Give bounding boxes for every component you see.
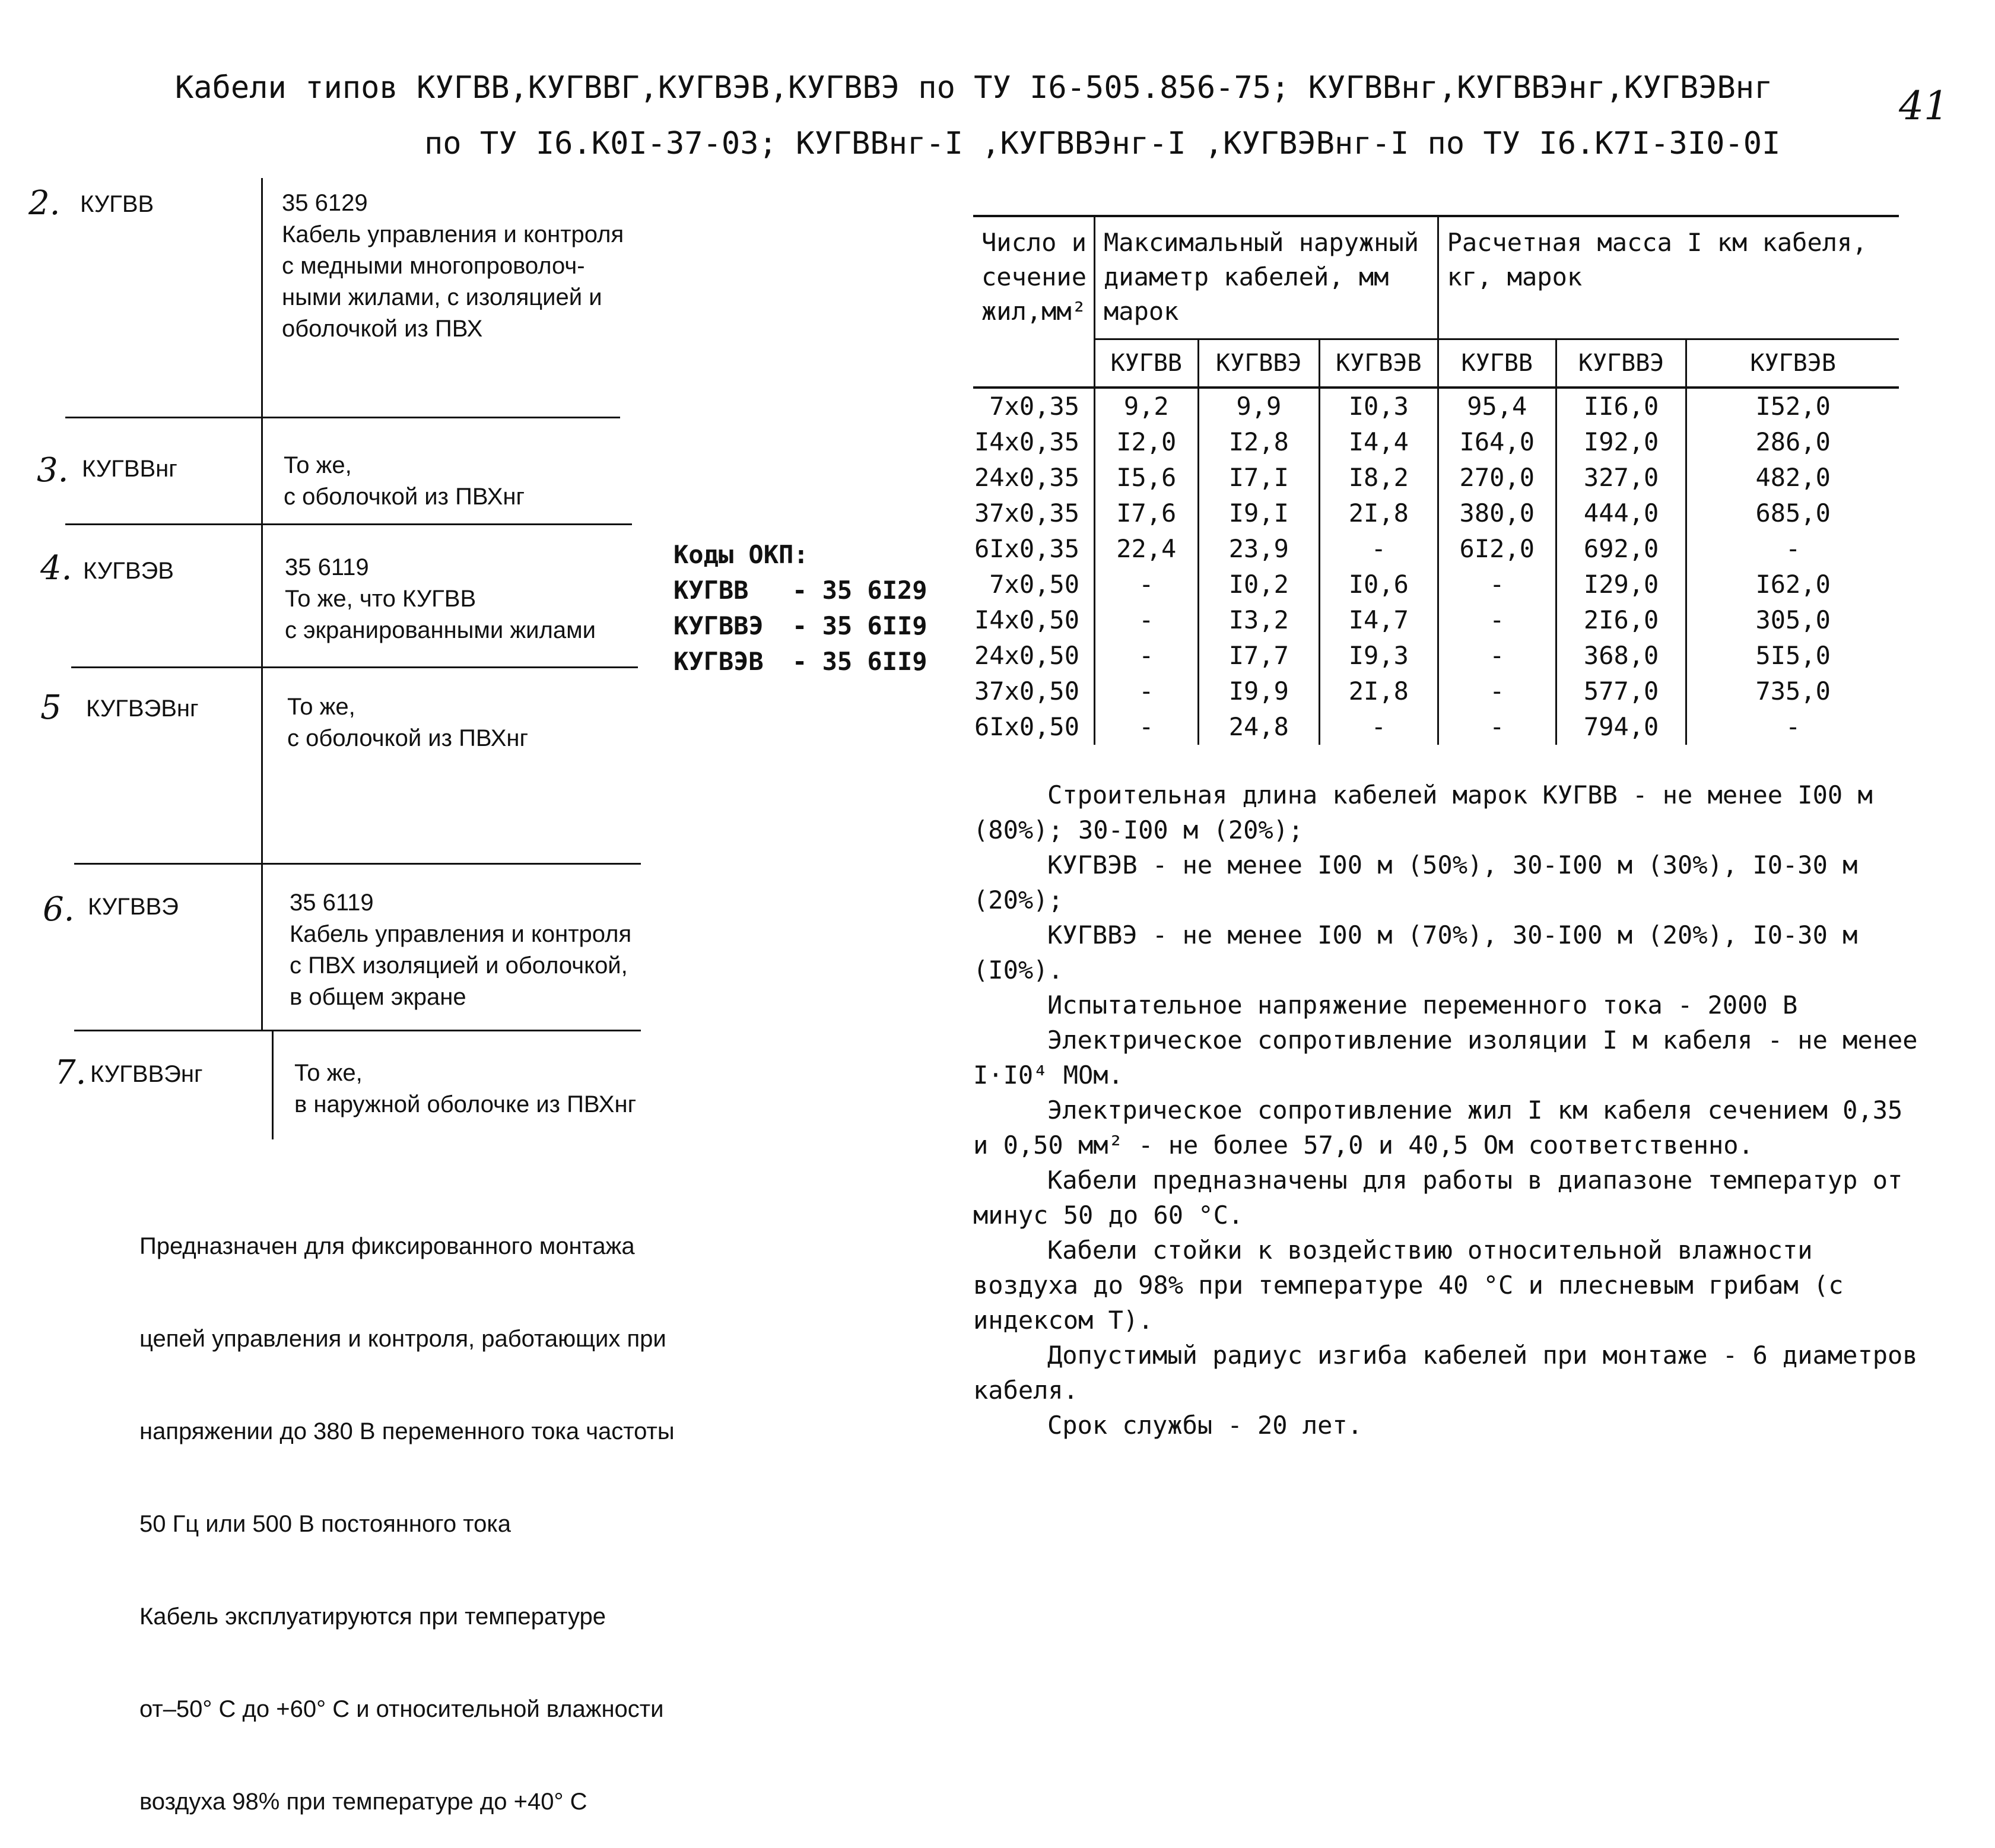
entry-description <box>282 188 624 345</box>
table-cell: 2I6,0 <box>1556 602 1686 638</box>
table-row <box>973 460 1899 496</box>
entry-number: 6. <box>43 890 75 929</box>
table-cell: I9,I <box>1198 496 1319 531</box>
cable-spec-table <box>973 215 1899 745</box>
table-cell: - <box>1438 674 1556 709</box>
note-paragraph: Кабели предназначены для работы в диапазоне температур от минус 50 до 60 °С. <box>973 1166 1903 1230</box>
okp-code: - 35 6II9 <box>792 611 927 640</box>
purpose-line: цепей управления и контроля, работающих при <box>139 1326 666 1352</box>
table-cell: I8,2 <box>1320 460 1438 496</box>
entry-description <box>294 1058 636 1120</box>
table-cell: 270,0 <box>1438 460 1556 496</box>
table-cell: 23,9 <box>1198 531 1319 567</box>
page-number: 41 <box>1899 83 1949 129</box>
okp-title: Коды ОКП: <box>674 540 809 569</box>
desc-line: Кабель управления и контроля <box>282 221 624 247</box>
list-divider <box>71 666 638 668</box>
table-cell: 9,2 <box>1095 388 1199 424</box>
entry-code: КУГВЭВ <box>83 558 174 584</box>
table-cell: I3,2 <box>1198 602 1319 638</box>
desc-line: ными жилами, с изоляцией и <box>282 284 602 310</box>
table-cell: 327,0 <box>1556 460 1686 496</box>
desc-line: 35 6129 <box>282 190 368 216</box>
table-row <box>973 638 1899 674</box>
desc-line: То же, <box>284 452 352 478</box>
table-cell: 482,0 <box>1755 463 1831 492</box>
table-cell: - <box>1438 602 1556 638</box>
table-cell: 685,0 <box>1755 498 1831 528</box>
purpose-line: Предназначен для фиксированного монтажа <box>139 1233 635 1259</box>
table-cell: - <box>1095 674 1199 709</box>
table-cell-section: 7x0,50 <box>973 567 1095 602</box>
table-body <box>973 388 1899 745</box>
subheader-mark: КУГВВЭ <box>1556 339 1686 388</box>
table-cell: 692,0 <box>1556 531 1686 567</box>
table-cell: I7,I <box>1198 460 1319 496</box>
table-cell: I2,0 <box>1095 424 1199 460</box>
desc-line: с экранированными жилами <box>285 617 596 643</box>
entry-description <box>287 691 528 754</box>
table-row <box>973 709 1899 745</box>
table-cell: 444,0 <box>1556 496 1686 531</box>
header-diameter: Максимальный наружный диаметр кабелей, мм марок <box>1095 216 1438 339</box>
table-cell: 794,0 <box>1556 709 1686 745</box>
table-row <box>973 602 1899 638</box>
table-cell-section: 6Ix0,50 <box>973 709 1095 745</box>
entry-number: 4. <box>40 549 72 588</box>
table-cell: - <box>1786 534 1801 563</box>
table-cell: I29,0 <box>1556 567 1686 602</box>
note-paragraph: КУГВВЭ - не менее I00 м (70%), 30-I00 м (20%), I0-30 м (I0%). <box>973 920 1858 985</box>
subheader-mark: КУГВВ <box>1095 339 1199 388</box>
table-cell: I52,0 <box>1755 392 1831 421</box>
table-cell-section: I4x0,35 <box>973 424 1095 460</box>
entry-number: 3. <box>37 451 69 490</box>
table-cell: I64,0 <box>1438 424 1556 460</box>
table-row <box>973 388 1899 424</box>
note-paragraph: Электрическое сопротивление жил I км кабеля сечением 0,35 и 0,50 мм² - не более 57,0 и 40,5 Ом соответственно. <box>973 1096 1903 1160</box>
table-cell: 368,0 <box>1556 638 1686 674</box>
desc-line: Кабель управления и контроля <box>290 921 632 947</box>
entry-code: КУГВВ <box>80 191 154 217</box>
okp-row <box>674 644 927 679</box>
table-cell: - <box>1320 709 1438 745</box>
note-paragraph: Электрическое сопротивление изоляции I м кабеля - не менее I·I0⁴ МОм. <box>973 1025 1918 1090</box>
okp-row <box>674 573 927 608</box>
list-divider <box>74 1030 641 1031</box>
desc-line: То же, что КУГВВ <box>285 586 476 612</box>
table-cell: I2,8 <box>1198 424 1319 460</box>
okp-mark: КУГВВЭ <box>674 611 764 640</box>
list-divider <box>74 863 641 865</box>
table-cell: 735,0 <box>1755 677 1831 706</box>
list-divider <box>65 523 632 525</box>
table-cell: - <box>1438 567 1556 602</box>
table-cell-section: 37x0,35 <box>973 496 1095 531</box>
table-cell-section: I4x0,50 <box>973 602 1095 638</box>
desc-line: То же, <box>294 1060 363 1086</box>
table-cell: - <box>1786 712 1801 741</box>
table-cell: II6,0 <box>1556 388 1686 424</box>
table-cell-section: 24x0,35 <box>973 460 1095 496</box>
desc-line: То же, <box>287 694 355 720</box>
okp-row <box>674 608 927 644</box>
entry-description <box>284 450 525 513</box>
table-cell: I62,0 <box>1755 570 1831 599</box>
table-cell: 577,0 <box>1556 674 1686 709</box>
desc-line: с медными многопроволоч- <box>282 253 585 279</box>
desc-line: с ПВХ изоляцией и оболочкой, <box>290 952 628 979</box>
header-line-1: Кабели типов КУГВВ,КУГВВГ,КУГВЭВ,КУГВВЭ по ТУ I6-505.856-75; КУГВВнг,КУГВВЭнг,КУГВЭВнг <box>175 70 1773 106</box>
table-row <box>973 567 1899 602</box>
note-paragraph: Строительная длина кабелей марок КУГВВ - не менее I00 м (80%); 30-I00 м (20%); <box>973 780 1873 844</box>
table-cell: 6I2,0 <box>1438 531 1556 567</box>
desc-line: оболочкой из ПВХ <box>282 316 483 342</box>
subheader-mark: КУГВЭВ <box>1750 350 1836 377</box>
table-cell: I92,0 <box>1556 424 1686 460</box>
desc-line: 35 6119 <box>285 554 369 580</box>
table-cell: 286,0 <box>1755 427 1831 456</box>
table-cell: - <box>1438 638 1556 674</box>
table-cell: I4,7 <box>1320 602 1438 638</box>
table-row <box>973 674 1899 709</box>
table-cell: I9,3 <box>1320 638 1438 674</box>
header-section: Число и сечение жил,мм² <box>973 216 1095 388</box>
table-row <box>973 531 1899 567</box>
table-cell: 2I,8 <box>1320 496 1438 531</box>
note-paragraph: Испытательное напряжение переменного тока - 2000 В <box>1047 990 1798 1020</box>
table-cell-section: 7x0,35 <box>973 388 1095 424</box>
table-cell: I9,9 <box>1198 674 1319 709</box>
entry-description <box>290 887 631 1013</box>
entry-code: КУГВВЭ <box>88 894 179 920</box>
subheader-mark: КУГВВЭ <box>1198 339 1319 388</box>
table-cell: - <box>1095 638 1199 674</box>
desc-line: с оболочкой из ПВХнг <box>287 725 529 751</box>
purpose-line: Кабель эксплуатируются при температуре <box>139 1603 606 1630</box>
table-cell-section: 37x0,50 <box>973 674 1095 709</box>
header-mass: Расчетная масса I км кабеля, кг, марок <box>1438 216 1899 339</box>
entry-number: 5 <box>40 688 62 727</box>
table-cell: 9,9 <box>1198 388 1319 424</box>
header-line-2: по ТУ I6.K0I-37-03; КУГВВнг-I ,КУГВВЭнг-I ,КУГВЭВнг-I по ТУ I6.K7I-3I0-0I <box>424 126 1781 161</box>
okp-codes <box>674 537 927 679</box>
entry-number: 7. <box>55 1053 87 1092</box>
table-cell: I0,2 <box>1198 567 1319 602</box>
table-cell: - <box>1095 567 1199 602</box>
okp-code: - 35 6I29 <box>792 576 927 605</box>
list-vertical-divider-bottom <box>272 1030 274 1139</box>
technical-notes <box>973 777 1929 1443</box>
table-cell: 2I,8 <box>1320 674 1438 709</box>
desc-line: с оболочкой из ПВХнг <box>284 484 525 510</box>
list-divider <box>65 417 620 418</box>
table-cell: I7,6 <box>1095 496 1199 531</box>
table-cell: 22,4 <box>1095 531 1199 567</box>
entry-code: КУГВВнг <box>82 456 177 482</box>
table-cell: I7,7 <box>1198 638 1319 674</box>
entry-code: КУГВЭВнг <box>86 696 199 722</box>
desc-line: в общем экране <box>290 984 466 1010</box>
table-cell: I0,3 <box>1320 388 1438 424</box>
table-cell: - <box>1320 531 1438 567</box>
note-paragraph: Кабели стойки к воздействию относительной влажности воздуха до 98% при температуре 40 °С и плесневым грибам (с индексом Т). <box>973 1236 1844 1335</box>
purpose-paragraph <box>139 1169 675 1848</box>
table-cell-section: 6Ix0,35 <box>973 531 1095 567</box>
purpose-line: от–50° С до +60° С и относительной влажности <box>139 1696 664 1722</box>
entry-number: 2. <box>28 184 61 223</box>
note-paragraph: Допустимый радиус изгиба кабелей при монтаже - 6 диаметров кабеля. <box>973 1341 1918 1405</box>
desc-line: в наружной оболочке из ПВХнг <box>294 1091 637 1117</box>
list-vertical-divider-top <box>261 178 263 1030</box>
table-cell: 5I5,0 <box>1755 641 1831 670</box>
note-paragraph: Срок службы - 20 лет. <box>1047 1411 1363 1440</box>
desc-line: 35 6119 <box>290 890 374 916</box>
table-cell: - <box>1095 602 1199 638</box>
entry-code: КУГВВЭнг <box>90 1061 203 1087</box>
subheader-mark: КУГВВ <box>1438 339 1556 388</box>
purpose-line: 50 Гц или 500 В постоянного тока <box>139 1511 511 1537</box>
table-cell: I4,4 <box>1320 424 1438 460</box>
purpose-line: воздуха 98% при температуре до +40° С <box>139 1789 587 1815</box>
table-cell: - <box>1095 709 1199 745</box>
subheader-mark: КУГВЭВ <box>1320 339 1438 388</box>
table-cell: I0,6 <box>1320 567 1438 602</box>
table-cell: - <box>1438 709 1556 745</box>
table-row <box>973 496 1899 531</box>
table-cell: 95,4 <box>1438 388 1556 424</box>
table-row <box>973 424 1899 460</box>
note-paragraph: КУГВЭВ - не менее I00 м (50%), 30-I00 м (30%), I0-30 м (20%); <box>973 850 1858 915</box>
okp-mark: КУГВЭВ <box>674 647 764 676</box>
table-cell: 24,8 <box>1198 709 1319 745</box>
purpose-line: напряжении до 380 В переменного тока частоты <box>139 1418 675 1444</box>
okp-code: - 35 6II9 <box>792 647 927 676</box>
table-cell-section: 24x0,50 <box>973 638 1095 674</box>
table-cell: 305,0 <box>1755 605 1831 634</box>
entry-description <box>285 552 596 646</box>
okp-mark: КУГВВ <box>674 576 749 605</box>
table-cell: 380,0 <box>1438 496 1556 531</box>
table-cell: I5,6 <box>1095 460 1199 496</box>
